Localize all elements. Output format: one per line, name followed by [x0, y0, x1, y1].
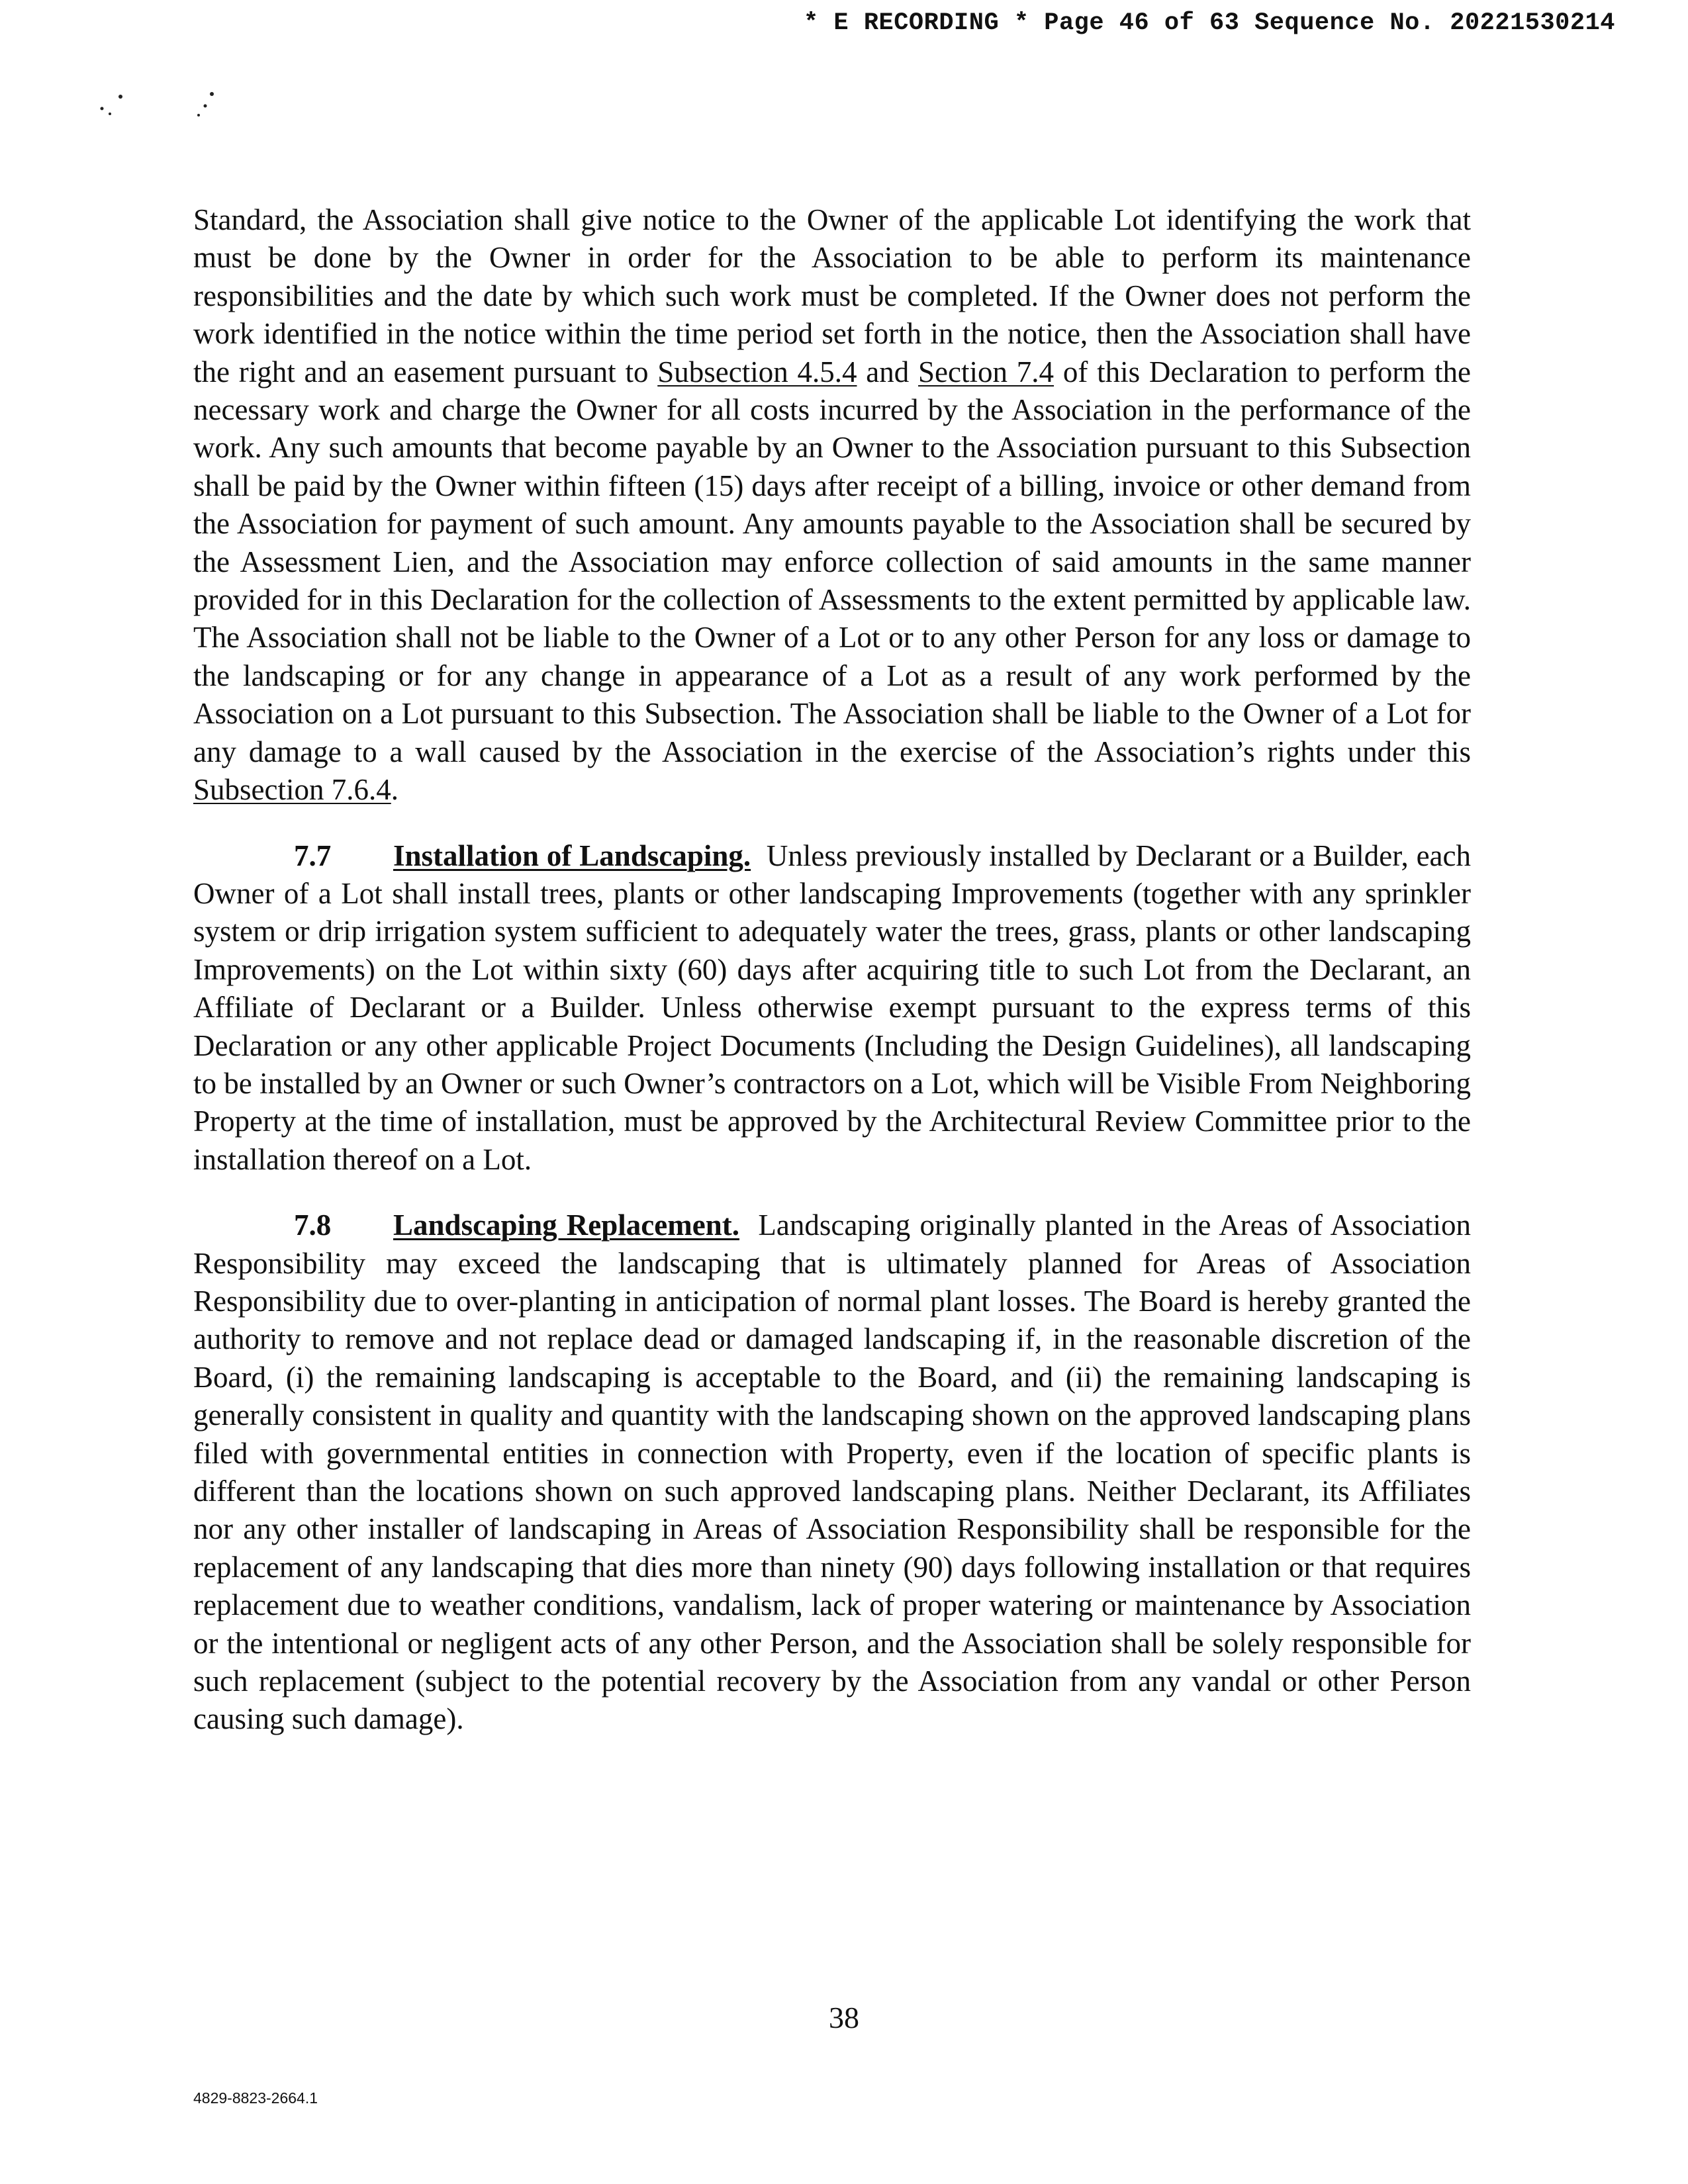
- reference-section-7-4: Section 7.4: [918, 355, 1055, 388]
- paragraph-text: of this Declaration to perform the necessary work and charge the Owner for all costs incurred by the Association in the performance of the work. Any such amounts that become payable by an Owner to the Association pursuant to this Subsection shall be paid by the Owner within fifteen (15) days after receipt of a billing, invoice or other demand from the Association for payment of such amount. Any amounts payable to the Association shall be secured by the Assessment Lien, and the Association may enforce collection of said amounts in the same manner provided for in this Declaration for the collection of Assessments to the extent permitted by applicable law. The Association shall not be liable to the Owner of a Lot or to any other Person for any loss or damage to the landscaping or for any change in appearance of a Lot as a result of any work performed by the Association on a Lot pursuant to this Subsection. The Association shall be liable to the Owner of a Lot for any damage to a wall caused by the Association in the exercise of the Association’s rights under this: [193, 355, 1471, 768]
- reference-subsection-4-5-4: Subsection 4.5.4: [657, 355, 857, 388]
- document-body: [193, 201, 1471, 1766]
- section-text: Landscaping originally planted in the Areas of Association Responsibility may exceed the landscaping that is ultimately planned for Areas of Association Responsibility due to over-planting in anticipation of normal plant losses. The Board is hereby granted the authority to remove and not replace dead or damaged landscaping if, in the reasonable discretion of the Board, (i) the remaining landscaping is acceptable to the Board, and (ii) the remaining landscaping is generally consistent in quality and quantity with the landscaping shown on the approved landscaping plans filed with governmental entities in connection with Property, even if the location of specific plants is different than the locations shown on such approved landscaping plans. Neither Declarant, its Affiliates nor any other installer of landscaping in Areas of Association Responsibility shall be responsible for the replacement of any landscaping that dies more than ninety (90) days following installation or that requires replacement due to weather conditions, vandalism, lack of proper watering or maintenance by Association or the intentional or negligent acts of any other Person, and the Association shall be solely responsible for such replacement (subject to the potential recovery by the Association from any vandal or other Person causing such damage).: [193, 1208, 1471, 1736]
- section-7-7: [193, 837, 1471, 1179]
- page-number: 38: [829, 2001, 859, 2034]
- continuation-paragraph: [193, 201, 1471, 809]
- section-text: Unless previously installed by Declarant or a Builder, each Owner of a Lot shall install trees, plants or other landscaping Improvements (together with any sprinkler system or drip irrigation system sufficient to adequately water the trees, grass, plants or other landscaping Improvements) on the Lot within sixty (60) days after acquiring title to such Lot from the Declarant, an Affiliate of Declarant or a Builder. Unless otherwise exempt pursuant to the express terms of this Declaration or any other applicable Project Documents (Including the Design Guidelines), all landscaping to be installed by an Owner or such Owner’s contractors on a Lot, which will be Visible From Neighboring Property at the time of installation, must be approved by the Architectural Review Committee prior to the installation thereof on a Lot.: [193, 839, 1472, 1176]
- paragraph-text: .: [391, 773, 399, 807]
- section-title: Installation of Landscaping.: [393, 839, 751, 872]
- scan-specks: [93, 85, 238, 124]
- section-title: Landscaping Replacement.: [393, 1208, 739, 1242]
- section-number: 7.7: [294, 839, 332, 872]
- paragraph-text: and: [857, 355, 919, 388]
- section-7-8: [193, 1206, 1471, 1739]
- recording-stamp: * E RECORDING * Page 46 of 63 Sequence No. 20221530214: [804, 9, 1615, 37]
- section-number: 7.8: [294, 1208, 332, 1242]
- document-id: 4829-8823-2664.1: [193, 2089, 318, 2107]
- reference-subsection-7-6-4: Subsection 7.6.4: [193, 773, 391, 807]
- paragraph-text: Standard, the Association shall give notice to the Owner of the applicable Lot identifying the work that must be done by the Owner in order for the Association to be able to perform its maintenance responsibilities and the date by which such work must be completed. If the Owner does not perform the work identified in the notice within the time period set forth in the notice, then the Association shall have the right and an easement pursuant to: [193, 203, 1471, 388]
